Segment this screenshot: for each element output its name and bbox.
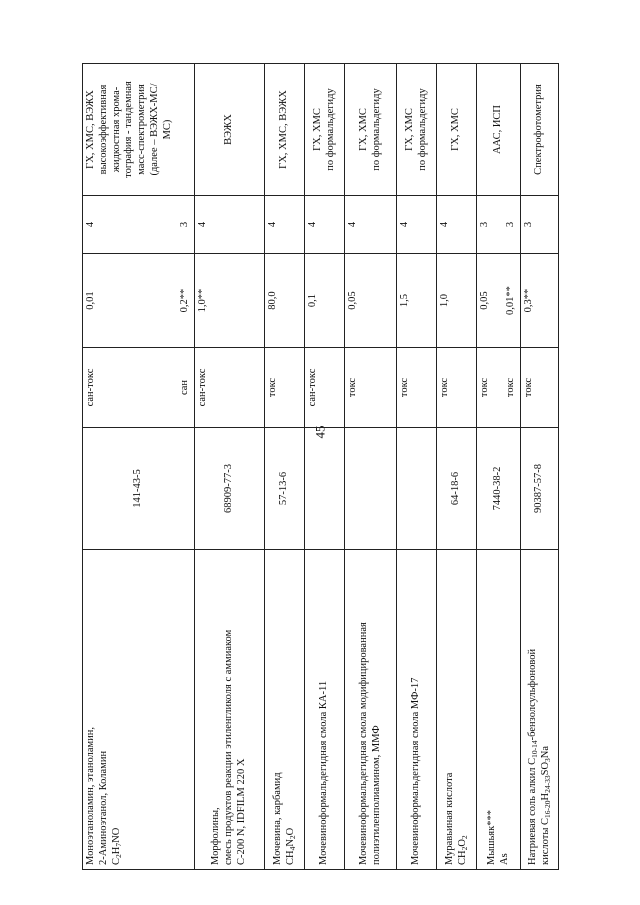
hazard-indicator-cell-value: токс [439,377,450,398]
hazard-class-cell-value: 4 [197,221,208,228]
substance-name-line: Мышьяк*** [485,810,497,865]
subscript: 10-14 [529,740,539,758]
hazard-class-cell-value: 3 [479,221,490,228]
subscript: 16-20 [542,800,552,818]
text-run: -бензолсульфоновой [526,648,538,741]
table-row [397,64,437,870]
subscript: 7 [113,842,123,847]
hazard-indicator-cell [83,348,195,428]
limit-value-cell-value: 1,0** [197,288,208,313]
hazard-class-cell-value: 4 [439,221,450,228]
text-run: H [539,792,551,801]
hazard-indicator-cell-value: токс [479,377,490,398]
analysis-method-line: Спектрофотометрия [533,84,545,175]
limit-value-cell-value: 0,01 [85,291,96,310]
subscript: 24-33 [542,775,552,793]
hazard-class-cell [195,196,265,254]
hazard-class-cell-value: 3 [505,221,517,228]
text-run: CH [456,850,468,865]
limit-value-cell-stack [479,258,518,343]
substance-name-line: Мочевина, карбамид [271,772,283,865]
hazard-indicator-cell [397,348,437,428]
analysis-method-cell [521,64,559,196]
hazard-indicator-cell [437,348,477,428]
substance-name-cell [397,550,437,870]
cas-number-cell [345,428,397,550]
hazard-indicator-cell [345,348,397,428]
subscript: 2 [459,846,469,851]
hazard-class-cell-value: 4 [307,221,318,228]
hazard-class-cell-value: 4 [267,221,278,228]
hazard-class-cell [437,196,477,254]
substance-name-cell [83,550,195,870]
hazard-indicator-cell [477,348,521,428]
text-run: NO [110,827,122,843]
table-row [345,64,397,870]
hazard-indicator-cell [305,348,345,428]
analysis-method-line: тография - тандемная [123,81,135,178]
substance-name-cell [477,550,521,870]
analysis-method-line: (далее – ВЭЖХ-МС/ [148,83,160,176]
analysis-method-line: высокоэффективная [97,84,109,175]
substance-name-cell [195,550,265,870]
subscript: 2 [459,835,469,840]
hazard-class-cell [265,196,305,254]
hazard-indicator-cell-stack [479,352,518,423]
limit-value-cell-value: 0,05 [479,291,490,310]
limit-value-cell-value: 0,2** [179,288,191,313]
hazard-indicator-cell [521,348,559,428]
text-run: CH [284,850,296,865]
table-row [477,64,521,870]
substance-name-cell [345,550,397,870]
text-run: As [498,853,510,865]
hazard-class-cell [521,196,559,254]
substances-table [82,63,559,870]
text-run: SO [539,761,551,776]
chemical-formula [457,554,470,865]
text-run: C [110,857,122,865]
limit-value-cell [305,254,345,348]
page-number-text: 45 [312,425,327,439]
analysis-method-cell [83,64,195,196]
substance-name-cell [265,550,305,870]
analysis-method-line: ГХ, ХМС [450,108,462,151]
substance-name-line: C-200 N, IDFILM 220 X [235,758,247,865]
limit-value-cell-value: 0,05 [347,291,358,310]
limit-value-cell [83,254,195,348]
limit-value-cell [195,254,265,348]
limit-value-cell-value: 1,5 [399,293,410,308]
limit-value-cell-value: 1,0 [439,293,450,308]
table-row [437,64,477,870]
substance-name-line: Муравьиная кислота [443,772,455,865]
hazard-class-cell-value: 4 [347,221,358,228]
substance-name-cell [437,550,477,870]
hazard-indicator-cell-value: сан-токс [197,368,208,407]
hazard-class-cell-stack [85,200,192,249]
substance-name-line: полиэтиленполиамином, ММФ [370,725,382,865]
analysis-method-cell [477,64,521,196]
text-run: O [456,839,468,847]
substance-name-line: Мочевиноформальдегидная смола КА-11 [318,680,330,865]
analysis-method-line: ААС, ИСП [492,104,504,155]
substance-name-line: Мочевиноформальдегидная смола МФ-17 [410,677,422,865]
substance-name-line: 2-Аминоэтанол, Коламин [97,750,109,865]
hazard-indicator-cell-value: сан-токс [85,368,96,407]
text-run: H [110,846,122,855]
rotated-table-container [82,64,558,870]
table-row [83,64,195,870]
cas-number-cell [305,425,345,550]
hazard-indicator-cell-value: сан [179,379,191,396]
hazard-indicator-cell-stack [85,352,192,423]
text-run: Na [539,745,551,759]
limit-value-cell [477,254,521,348]
limit-value-cell-value: 0,3** [523,288,534,313]
chemical-formula [111,554,124,865]
substance-name-line: Моноэтаноламин, этаноламин, [85,727,96,865]
hazard-class-cell [345,196,397,254]
hazard-class-cell-stack [479,200,518,249]
analysis-method-line: ГХ, ХМС, ВЭЖХ [85,90,96,169]
table-body [83,64,559,870]
text-run: N [284,839,296,847]
analysis-method-line: по формальдегиду [324,88,336,171]
analysis-method-cell [345,64,397,196]
text-run: кислоты C [539,817,551,865]
substance-name-line: смесь продуктов реакции этиленгликоля с аммиаком [223,629,235,865]
hazard-class-cell-value: 4 [85,221,96,228]
hazard-indicator-cell-value: сан-токс [307,368,318,407]
hazard-class-cell-value: 4 [399,221,410,228]
analysis-method-cell [437,64,477,196]
hazard-indicator-cell-value: токс [347,377,358,398]
limit-value-cell [265,254,305,348]
hazard-indicator-cell [265,348,305,428]
analysis-method-line: ГХ, ХМС, ВЭЖХ [278,90,290,169]
cas-number-cell: 141-43-5 [83,428,195,550]
limit-value-cell-value: 80,0 [267,291,278,310]
limit-value-cell [521,254,559,348]
cas-number-cell: 7440-38-2 [477,428,521,550]
limit-value-cell-value: 0,01** [505,286,517,315]
table-row [521,64,559,870]
subscript: 2 [113,854,123,858]
hazard-indicator-cell-value: токс [267,377,278,398]
analysis-method-line: по формальдегиду [370,88,382,171]
analysis-method-line: ГХ, ХМС [311,108,323,151]
cas-number-cell: 90387-57-8 [521,428,559,550]
substance-name-cell [521,550,559,870]
analysis-method-cell [195,64,265,196]
limit-value-cell [345,254,397,348]
subscript: 3 [542,758,552,762]
hazard-class-cell-value: 3 [523,221,534,228]
limit-value-cell-value: 0,1 [307,293,318,308]
limit-value-cell [397,254,437,348]
analysis-method-line: ГХ, ХМС [357,108,369,151]
cas-number-cell: 57-13-6 [265,428,305,550]
substance-name-line: Морфолины, [210,807,222,865]
chemical-formula [285,554,298,865]
analysis-method-line: МС) [161,119,173,140]
table-row [265,64,305,870]
hazard-indicator-cell [195,348,265,428]
analysis-method-line: масс-спектрометрия [136,84,148,175]
substance-name-line [527,554,540,865]
hazard-indicator-cell-value: токс [523,377,534,398]
analysis-method-line: по формальдегиду [416,88,428,171]
substance-name-line: Мочевиноформальдегидная смола модифицированная [357,622,369,865]
analysis-method-line: жидкостная хрома- [110,86,122,173]
chemical-formula [499,554,512,865]
limit-value-cell [437,254,477,348]
table-row [305,64,345,870]
text-run: O [284,827,296,836]
subscript: 4 [287,846,297,851]
hazard-indicator-cell-value: токс [505,377,517,398]
hazard-class-cell [477,196,521,254]
subscript: 2 [287,835,297,840]
analysis-method-cell [397,64,437,196]
text-run: Натриевая соль алкил C [526,757,538,865]
hazard-class-cell [397,196,437,254]
hazard-class-cell [305,196,345,254]
substance-name-cell [305,550,345,870]
hazard-class-cell [83,196,195,254]
analysis-method-cell [305,64,345,196]
substance-name-line [540,554,553,865]
cas-number-cell: 64-18-6 [437,428,477,550]
hazard-indicator-cell-value: токс [399,377,410,398]
analysis-method-line: ВЭЖХ [223,114,235,145]
analysis-method-cell [265,64,305,196]
hazard-class-cell-value: 3 [179,221,191,228]
analysis-method-line: ГХ, ХМС [403,108,415,151]
table-row [195,64,265,870]
cas-number-cell [397,428,437,550]
limit-value-cell-stack [85,258,192,343]
cas-number-cell: 68909-77-3 [195,428,265,550]
